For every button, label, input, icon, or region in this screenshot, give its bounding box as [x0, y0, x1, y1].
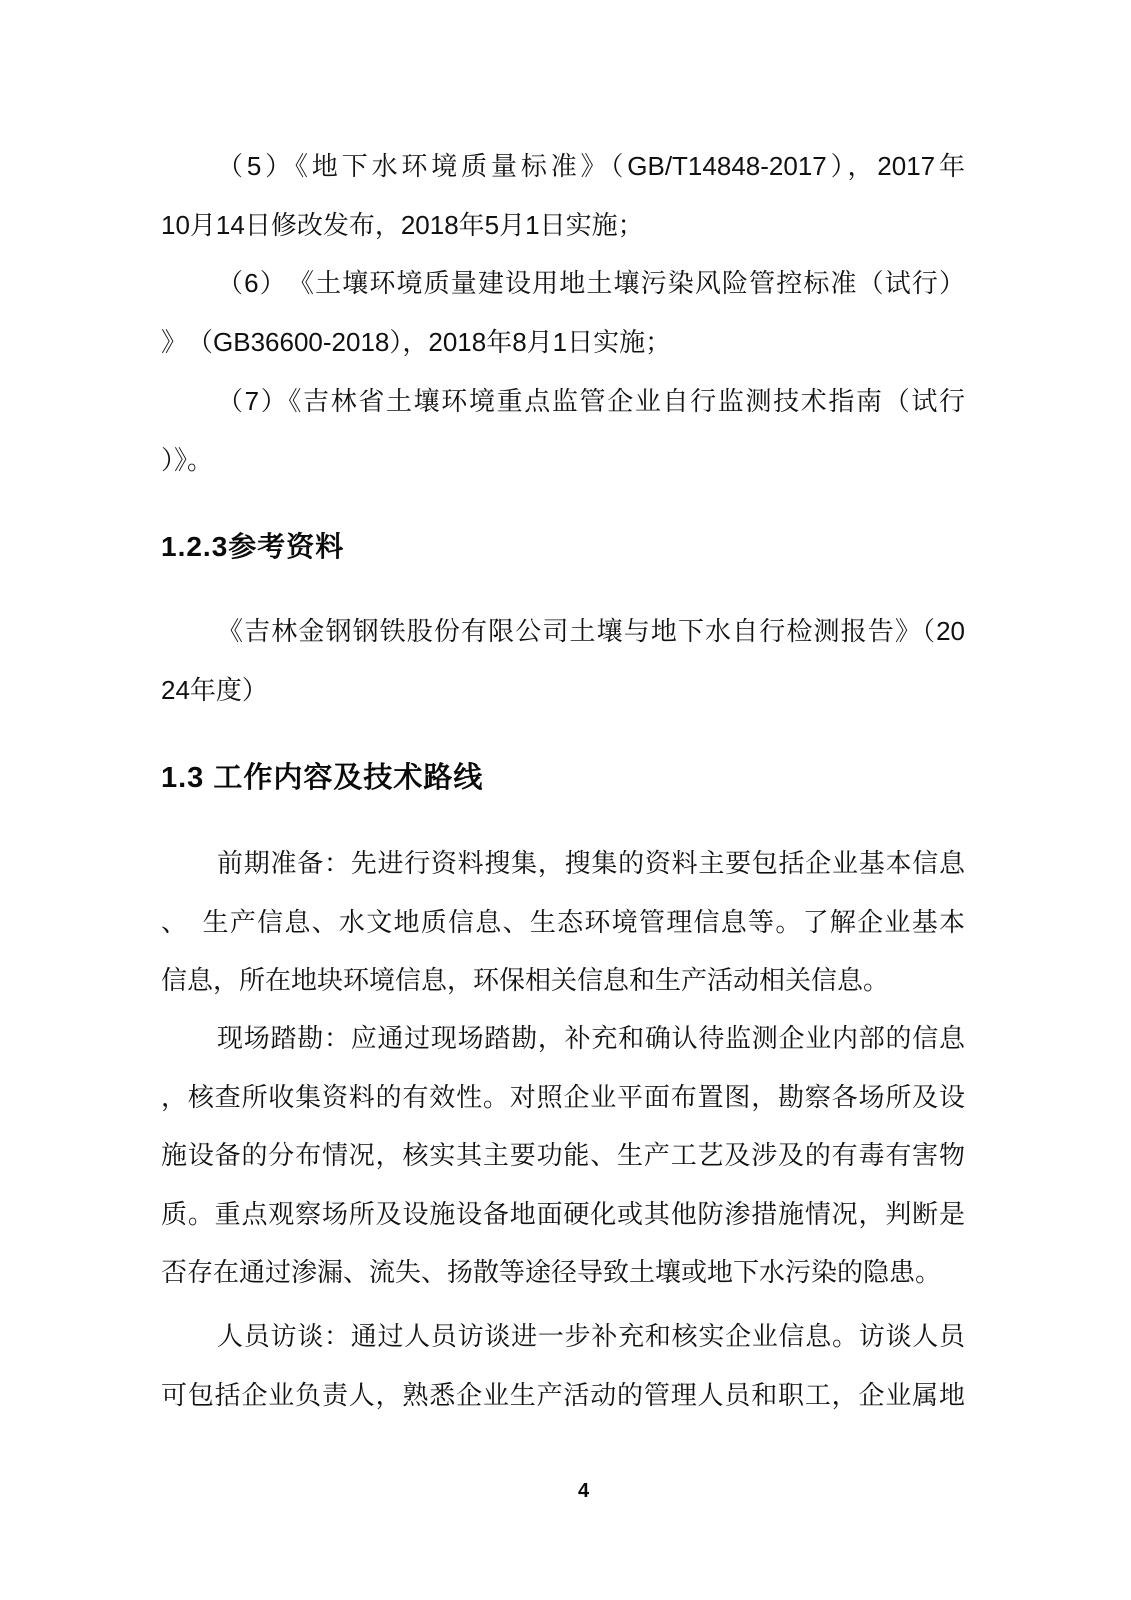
section-heading-1-2-3: 1.2.3参考资料 [161, 531, 345, 562]
text-line: （7）《吉林省土壤环境重点监管企业自行监测技术指南（试行 [217, 386, 965, 416]
text-line: 》 （GB36600-2018），2018年8月1日实施； [161, 326, 672, 357]
paragraph-item-5 [161, 137, 965, 254]
paragraph-interview [161, 1307, 965, 1424]
paragraph-reference [161, 602, 965, 719]
text-line: ，核查所收集资料的有效性。对照企业平面布置图，勘察各场所及设 [161, 1081, 965, 1112]
text-line: 质。重点观察场所及设施设备地面硬化或其他防渗措施情况，判断是 [161, 1198, 965, 1229]
text-line: 信息，所在地块环境信息，环保相关信息和生产活动相关信息。 [161, 965, 890, 996]
text-line: （5）《地下水环境质量标准》（GB/T14848-2017），2017年 [217, 151, 965, 181]
section-heading-1-3: 1.3 工作内容及技术路线 [161, 762, 484, 794]
text-line: ）》。 [161, 444, 214, 475]
text-line: 可包括企业负责人，熟悉企业生产活动的管理人员和职工，企业属地 [161, 1379, 965, 1410]
text-line: 《吉林金钢钢铁股份有限公司土壤与地下水自行检测报告》（20 [217, 616, 965, 646]
page-number: 4 [577, 1480, 590, 1502]
text-line: 人员访谈：通过人员访谈进一步补充和核实企业信息。访谈人员 [217, 1321, 965, 1351]
paragraph-item-7 [161, 372, 965, 489]
text-line: 24年度） [161, 674, 268, 705]
text-line: 、 生产信息、水文地质信息、生态环境管理信息等。了解企业基本 [161, 906, 965, 937]
paragraph-site-survey [161, 1009, 965, 1302]
text-line: 现场踏勘：应通过现场踏勘，补充和确认待监测企业内部的信息 [217, 1023, 965, 1053]
text-line: 前期准备：先进行资料搜集，搜集的资料主要包括企业基本信息 [217, 848, 965, 878]
text-line: （6） 《土壤环境质量建设用地土壤污染风险管控标准（试行） [217, 268, 965, 298]
paragraph-item-6 [161, 254, 965, 371]
text-line: 10月14日修改发布，2018年5月1日实施； [161, 209, 644, 240]
text-line: 施设备的分布情况，核实其主要功能、生产工艺及涉及的有毒有害物 [161, 1140, 965, 1171]
text-line: 否存在通过渗漏、流失、扬散等途径导致土壤或地下水污染的隐患。 [161, 1257, 942, 1288]
paragraph-preparation [161, 834, 965, 1010]
